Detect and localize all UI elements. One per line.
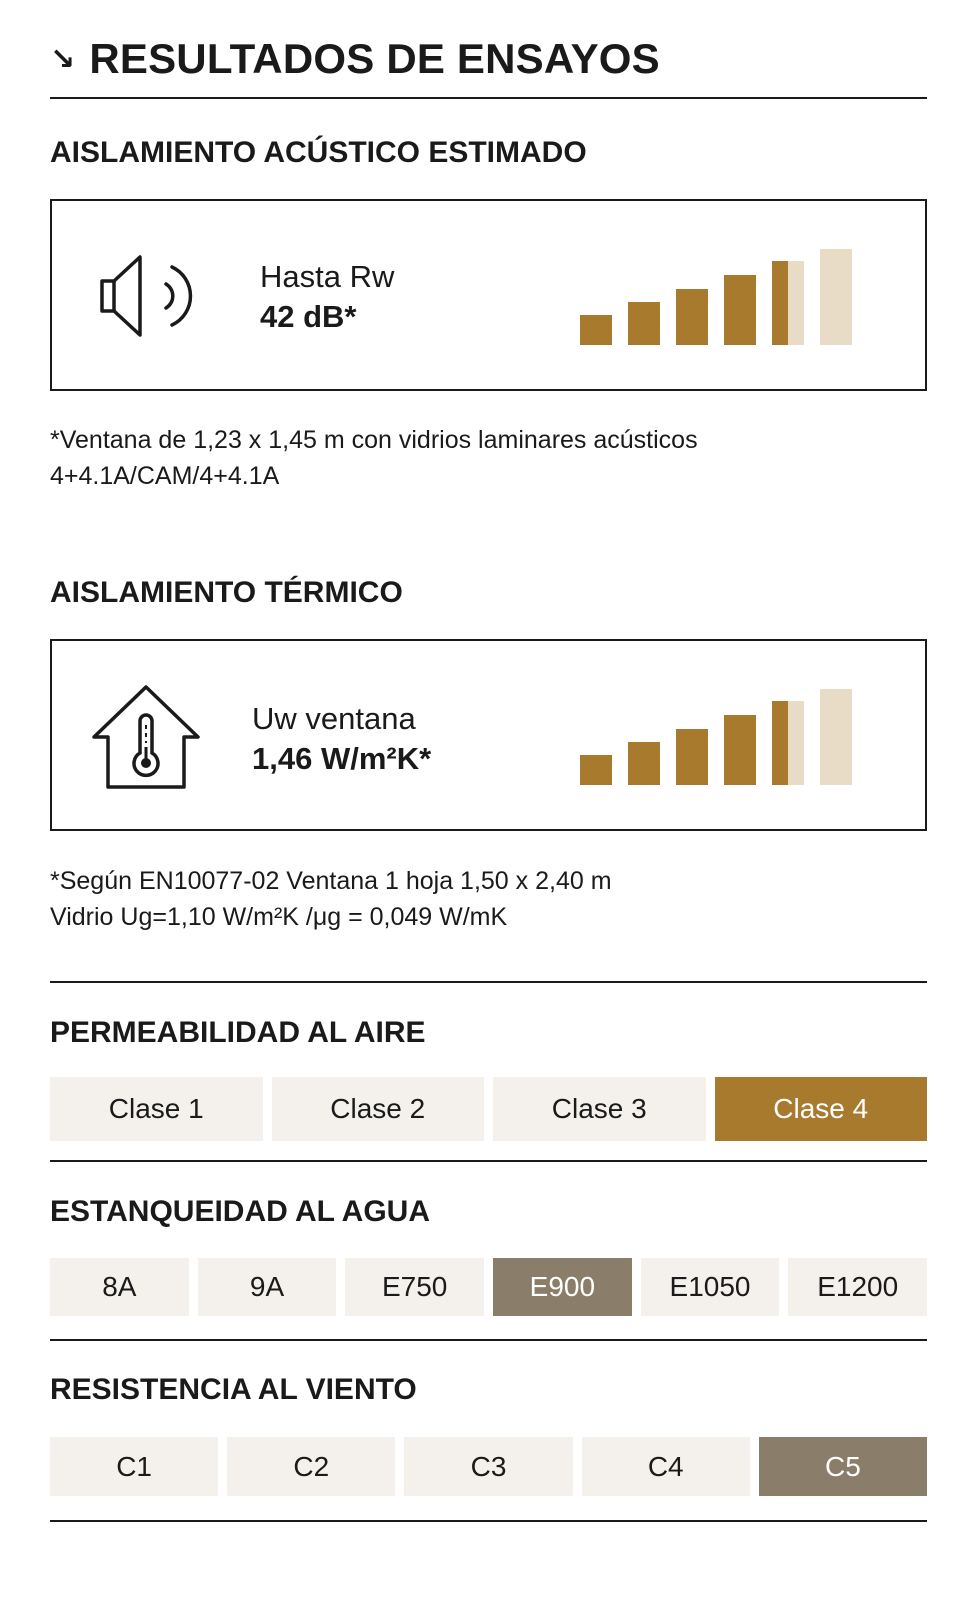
level-bar-3 (676, 289, 708, 345)
divider (50, 981, 927, 983)
divider (50, 1160, 927, 1162)
water-option-e1050: E1050 (641, 1258, 780, 1316)
wind-heading: RESISTENCIA AL VIENTO (50, 1373, 417, 1406)
level-bar-2 (628, 742, 660, 785)
divider (50, 1520, 927, 1522)
thermal-card (50, 639, 927, 831)
thermal-value: 1,46 W/m²K* (252, 741, 432, 776)
level-bar-3 (676, 729, 708, 785)
wind-option-c3: C3 (404, 1437, 572, 1496)
arrow-down-right-icon: ↘ (50, 43, 76, 76)
water-option-e1200: E1200 (788, 1258, 927, 1316)
acoustic-heading: AISLAMIENTO ACÚSTICO ESTIMADO (50, 136, 587, 169)
level-bar-4 (724, 715, 756, 785)
water-option-8a: 8A (50, 1258, 189, 1316)
acoustic-label: Hasta Rw 42 dB* (260, 257, 394, 337)
acoustic-value: 42 dB* (260, 299, 357, 334)
air-option-clase-4: Clase 4 (715, 1077, 928, 1141)
level-bar-6 (820, 689, 852, 785)
level-bar-5 (772, 261, 804, 345)
acoustic-note: *Ventana de 1,23 x 1,45 m con vidrios laminares acústicos 4+4.1A/CAM/4+4.1A (50, 426, 698, 490)
thermal-note: *Según EN10077-02 Ventana 1 hoja 1,50 x 2,40 m Vidrio Ug=1,10 W/m²K /μg = 0,049 W/mK (50, 867, 612, 931)
divider (50, 97, 927, 99)
air-option-clase-2: Clase 2 (272, 1077, 485, 1141)
thermal-label: Uw ventana 1,46 W/m²K* (252, 699, 431, 779)
wind-option-c2: C2 (227, 1437, 395, 1496)
level-bar-1 (580, 755, 612, 785)
house-thermometer-icon (90, 681, 202, 793)
wind-option-c5: C5 (759, 1437, 927, 1496)
air-option-clase-1: Clase 1 (50, 1077, 263, 1141)
wind-class-selector (50, 1437, 927, 1496)
wind-option-c4: C4 (582, 1437, 750, 1496)
water-class-selector (50, 1258, 927, 1316)
water-option-e750: E750 (345, 1258, 484, 1316)
page-title: ↘ RESULTADOS DE ENSAYOS (50, 35, 660, 82)
divider (50, 1339, 927, 1341)
air-heading: PERMEABILIDAD AL AIRE (50, 1016, 426, 1049)
air-class-selector (50, 1077, 927, 1141)
thermal-level-bars (580, 685, 860, 785)
level-bar-5 (772, 701, 804, 785)
water-heading: ESTANQUEIDAD AL AGUA (50, 1195, 431, 1228)
level-bar-2 (628, 302, 660, 345)
thermal-heading: AISLAMIENTO TÉRMICO (50, 576, 403, 609)
level-bar-6 (820, 249, 852, 345)
level-bar-1 (580, 315, 612, 345)
water-option-9a: 9A (198, 1258, 337, 1316)
acoustic-level-bars (580, 245, 860, 345)
acoustic-card (50, 199, 927, 391)
water-option-e900: E900 (493, 1258, 632, 1316)
air-option-clase-3: Clase 3 (493, 1077, 706, 1141)
level-bar-4 (724, 275, 756, 345)
wind-option-c1: C1 (50, 1437, 218, 1496)
speaker-icon (96, 251, 206, 341)
